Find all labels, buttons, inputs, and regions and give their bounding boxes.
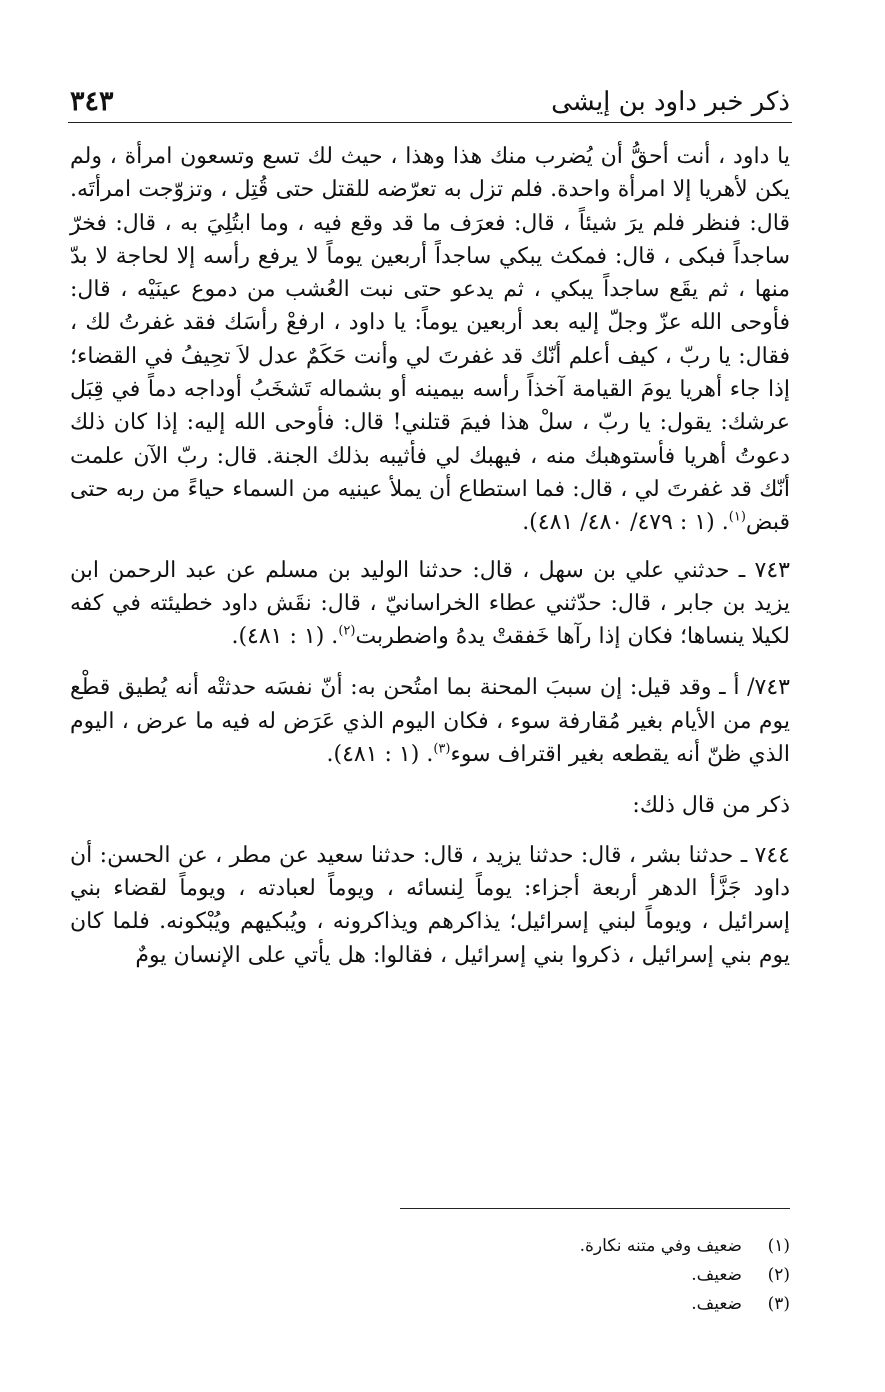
footnote-number: (٢)	[767, 1265, 790, 1285]
header-rule	[68, 122, 792, 123]
footnote-text: ضعيف.	[691, 1265, 742, 1285]
footnote-rule	[400, 1208, 790, 1209]
paragraph-text: ٧٤٣/ أ ـ وقد قيل: إن سببَ المحنة بما امتُحن به: أنّ نفسَه حدثتْه أنه يُطيق قطْع يوم من الأيام بغير مُقارفة سوء ، فكان اليوم الذي عَرَض له فيه ما عرض ، اليوم الذي ظنّ أنه يقطعه بغير اقتراف سوء	[70, 675, 790, 768]
paragraph-744: ٧٤٤ ـ حدثنا بشر ، قال: حدثنا يزيد ، قال: حدثنا سعيد عن مطر ، عن الحسن: أن داود جَزَّأ الدهر أربعة أجزاء: يوماً لِنسائه ، ويوماً لعبادته ، ويوماً لقضاء بني إسرائيل ، ويوماً لبني إسرائيل؛ يذاكرهم ويذاكرونه ، ويُبكيهم ويُبْكونه. فلما كان يوم بني إسرائيل ، ذكروا بني إسرائيل ، فقالوا: هل يأتي على الإنسان يومٌ	[70, 842, 790, 968]
running-title: ذكر خبر داود بن إيشى	[551, 87, 790, 117]
footnote-item	[70, 1232, 790, 1261]
footnote-marker: (٢)	[338, 623, 356, 639]
footnote-item	[70, 1261, 790, 1290]
footnote-item	[70, 1290, 790, 1319]
section-heading: ذكر من قال ذلك:	[632, 793, 790, 819]
footnote-text: ضعيف.	[691, 1294, 742, 1314]
footnote-marker: (١)	[728, 509, 746, 525]
paragraph-743	[70, 554, 790, 654]
page-header	[70, 78, 790, 118]
footnote-text: ضعيف وفي متنه نكارة.	[579, 1236, 742, 1256]
source-reference: . (١ : ٤٧٩/ ٤٨٠/ ٤٨١).	[522, 510, 729, 536]
paragraph-text: يا داود ، أنت أحقُّ أن يُضرب منك هذا وهذا ، حيث لك تسع وتسعون امرأة ، ولم يكن لأهريا إلا امرأة واحدة. فلم تزل به تعرّضه للقتل حتى قُتِل ، وتزوّجت امرأتَه. قال: فنظر فلم يرَ شيئاً ، قال: فعرَف ما قد وقع فيه ، وما ابتُلِيَ به ، قال: فخرّ ساجداً فبكى ، قال: فمكث يبكي ساجداً أربعين يوماً لا يرفع رأسه إلا لحاجة لا بدّ منها ، ثم يقَع ساجداً يبكي ، ثم يدعو حتى نبت العُشب من دموع عينَيْه ، قال: فأوحى الله عزّ وجلّ إليه بعد أربعين يوماً: يا داود ، ارفعْ رأسَك فقد غفرتُ لك ، فقال: يا ربّ ، كيف أعلم أنّك قد غفرتَ لي وأنت حَكَمٌ عدل لاَ تحِيفُ في القضاء؛ إذا جاء أهريا يومَ القيامة آخذاً رأسه بيمينه أو بشماله تَشخَبُ أوداجه دماً في قِبَل عرشك: يقول: يا ربّ ، سلْ هذا فيمَ قتلني! قال: فأوحى الله إليه: إذا كان ذلك دعوتُ أهريا فأستوهبك منه ، فيهبك لي فأثيبه بذلك الجنة. قال: ربّ الآن علمت أنّك قد غفرتَ لي ، قال: فما استطاع أن يملأ عينيه من السماء حياءً من ربه حتى قبض	[70, 144, 790, 536]
footnote-marker: (٣)	[433, 741, 451, 757]
source-reference: . (١ : ٤٨١).	[231, 624, 339, 650]
paragraph-continuation	[70, 140, 790, 540]
paragraph-743a	[70, 671, 790, 771]
footnote-number: (٣)	[767, 1294, 790, 1314]
paragraph-text: ٧٤٣ ـ حدثني علي بن سهل ، قال: حدثنا الوليد بن مسلم عن عبد الرحمن ابن يزيد بن جابر ، قال: حدّثني عطاء الخراسانيّ ، قال: نقَش داود خطيئته في كفه لكيلا ينساها؛ فكان إذا رآها خَفقتْ يدهُ واضطربت	[70, 557, 790, 650]
source-reference: . (١ : ٤٨١).	[326, 742, 434, 768]
main-text	[70, 140, 790, 990]
page-number: ٣٤٣	[70, 86, 114, 117]
footnote-number: (١)	[767, 1236, 790, 1256]
footnotes	[70, 1232, 790, 1319]
